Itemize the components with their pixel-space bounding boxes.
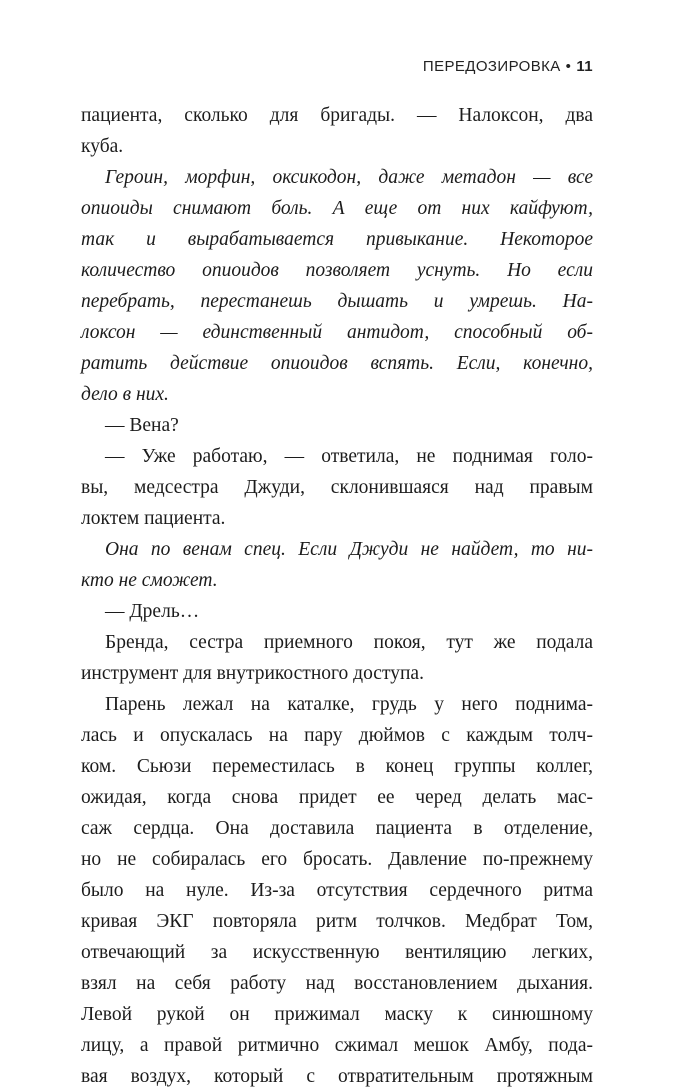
text-line: лицу, а правой ритмично сжимал мешок Амбу, пода- xyxy=(81,1035,593,1056)
text-line: кривая ЭКГ повторяла ритм толчков. Медбрат Том, xyxy=(81,911,593,932)
page-body-text xyxy=(81,100,593,1092)
text-line: ком. Сьюзи переместилась в конец группы коллег, xyxy=(81,756,593,777)
header-separator: • xyxy=(565,58,572,75)
text-line: — Дрель… xyxy=(105,601,200,622)
text-line: Бренда, сестра приемного покоя, тут же подала xyxy=(105,632,593,653)
text-line: вы, медсестра Джуди, склонившаяся над правым xyxy=(81,477,593,498)
text-line: ратить действие опиоидов вспять. Если, конечно, xyxy=(81,353,593,374)
text-line: лась и опускалась на пару дюймов с каждым толч- xyxy=(81,725,593,746)
text-line: — Вена? xyxy=(105,415,179,436)
text-line: вая воздух, который с отвратительным протяжным xyxy=(81,1066,593,1087)
text-line: кто не сможет. xyxy=(81,570,218,591)
text-line: саж сердца. Она доставила пациента в отделение, xyxy=(81,818,593,839)
text-line: но не собиралась его бросать. Давление по-прежнему xyxy=(81,849,593,870)
text-line: Она по венам спец. Если Джуди не найдет, то ни- xyxy=(105,539,593,560)
text-line: отвечающий за искусственную вентиляцию легких, xyxy=(81,942,593,963)
text-line: ожидая, когда снова придет ее черед делать мас- xyxy=(81,787,593,808)
text-line: Героин, морфин, оксикодон, даже метадон — все xyxy=(105,167,593,188)
text-line: дело в них. xyxy=(81,384,169,405)
text-line: Парень лежал на каталке, грудь у него поднима- xyxy=(105,694,593,715)
text-line: Левой рукой он прижимал маску к синюшному xyxy=(81,1004,593,1025)
running-header xyxy=(423,58,593,75)
text-line: перебрать, перестанешь дышать и умрешь. На- xyxy=(81,291,593,312)
running-title: ПЕРЕДОЗИРОВКА xyxy=(422,58,561,75)
text-line: количество опиоидов позволяет уснуть. Но если xyxy=(81,260,593,281)
page-number: 11 xyxy=(576,58,593,75)
text-line: локтем пациента. xyxy=(81,508,226,529)
text-line: опиоиды снимают боль. А еще от них кайфуют, xyxy=(81,198,593,219)
text-line: куба. xyxy=(81,136,124,157)
text-line: взял на себя работу над восстановлением дыхания. xyxy=(81,973,593,994)
text-line: инструмент для внутрикостного доступа. xyxy=(81,663,424,684)
text-line: было на нуле. Из-за отсутствия сердечного ритма xyxy=(81,880,593,901)
text-line: — Уже работаю, — ответила, не поднимая голо- xyxy=(105,446,593,467)
text-line: так и вырабатывается привыкание. Некоторое xyxy=(81,229,593,250)
text-line: пациента, сколько для бригады. — Налоксон, два xyxy=(81,105,593,126)
text-line: локсон — единственный антидот, способный об- xyxy=(81,322,593,343)
